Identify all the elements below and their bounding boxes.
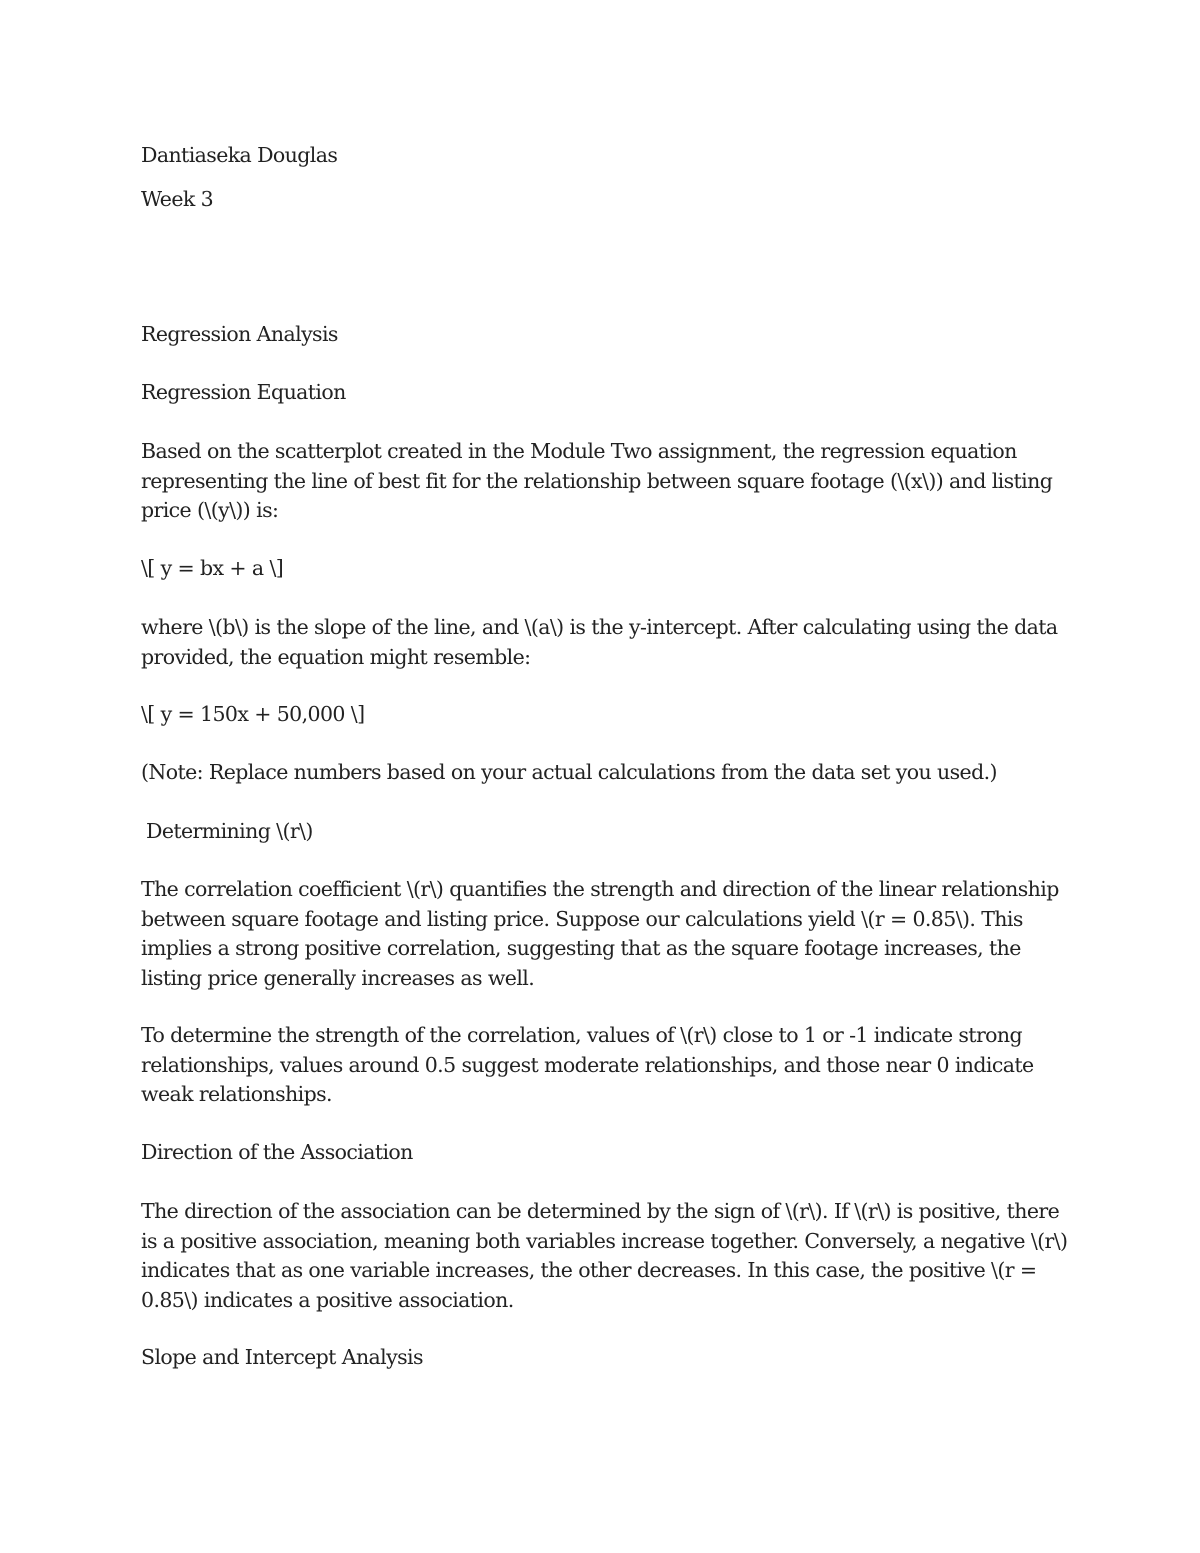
heading-regression-equation: Regression Equation — [141, 380, 346, 404]
author-name: Dantiaseka Douglas — [141, 143, 338, 167]
heading-determining-r: Determining \(r\) — [146, 819, 313, 843]
equation-example: \[ y = 150x + 50,000 \] — [141, 702, 365, 726]
equation-general: \[ y = bx + a \] — [141, 556, 284, 580]
week-label: Week 3 — [141, 187, 214, 211]
heading-direction-of-association: Direction of the Association — [141, 1140, 413, 1164]
note-text: (Note: Replace numbers based on your actual calculations from the data set you used.) — [141, 760, 997, 784]
paragraph-strength: To determine the strength of the correlation, values of \(r\) close to 1 or -1 indicate strong relationships, values around 0.5 suggest moderate relationships, and those near 0 indicate weak relationships. — [141, 1023, 1034, 1106]
paragraph-slope-intercept-definition: where \(b\) is the slope of the line, and \(a\) is the y-intercept. After calculating using the data provided, the equation might resemble: — [141, 615, 1058, 669]
heading-regression-analysis: Regression Analysis — [141, 322, 338, 346]
paragraph-correlation: The correlation coefficient \(r\) quantifies the strength and direction of the linear relationship between square footage and listing price. Suppose our calculations yield \(r = 0.85\). This implies a strong positive correlation, suggesting that as the square footage increases, the listing price generally increases as well. — [141, 877, 1059, 990]
paragraph-scatterplot: Based on the scatterplot created in the Module Two assignment, the regression equation representing the line of best fit for the relationship between square footage (\(x\)) and listing price (\(y\)) is: — [141, 439, 1053, 522]
paragraph-direction: The direction of the association can be determined by the sign of \(r\). If \(r\) is positive, there is a positive association, meaning both variables increase together. Conversely, a negative \(r\) indicates that as one variable increases, the other decreases. In this case, the positive \(r = 0.85\) indicates a positive association. — [141, 1199, 1068, 1312]
heading-slope-intercept-analysis: Slope and Intercept Analysis — [141, 1345, 423, 1369]
